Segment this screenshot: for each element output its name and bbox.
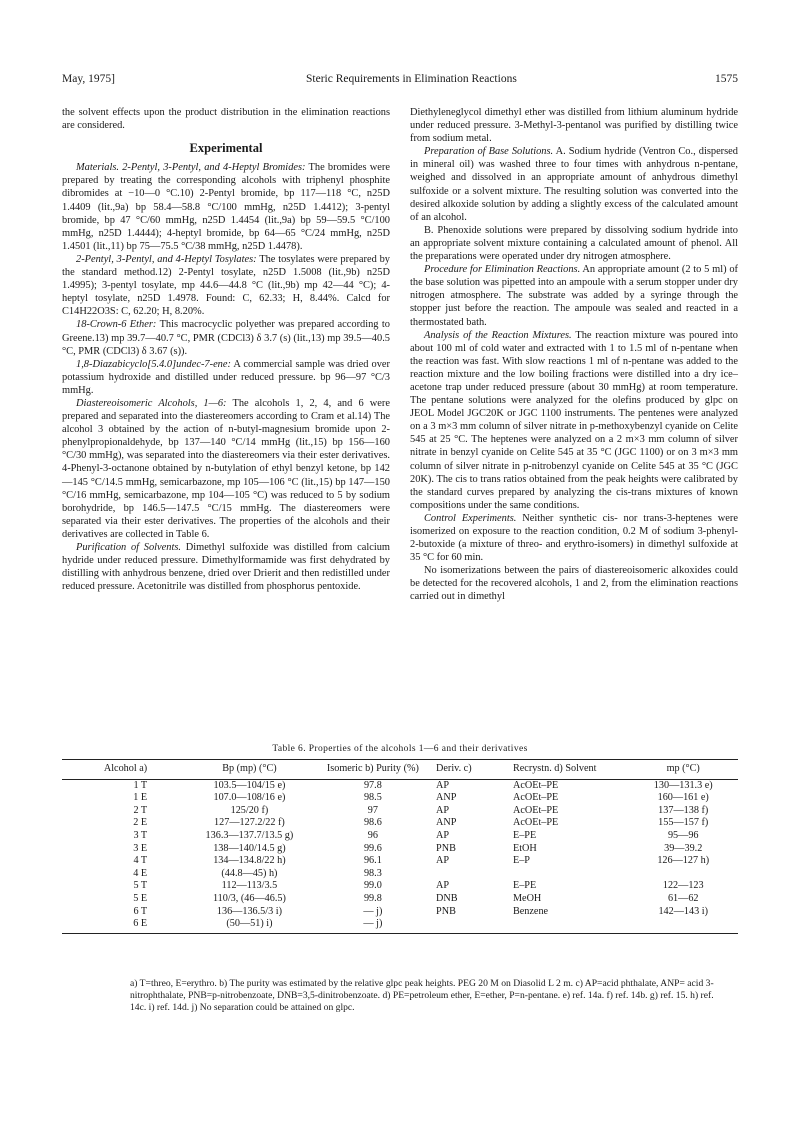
cell-bp: 138—140/14.5 g): [213, 842, 286, 854]
right-column: [410, 106, 738, 604]
cell-solvent: [495, 918, 628, 933]
control-text: Neither synthetic cis- nor trans-3-heptenes were isomerized on exposure to the reaction condition, 0.2 M of sodium 3-phenyl-2-butoxide (a mixture of threo- and erythro-isomers) in dimethyl sulfoxide at 35 °C for 60 min.: [410, 512, 738, 564]
dbu-paragraph: [62, 358, 390, 397]
cell-bp: 103.5—104/15 e): [213, 779, 286, 791]
cell-mp: 39—39.2: [664, 842, 703, 854]
cell-solvent: [495, 868, 628, 881]
cell-bp: (44.8—45) h): [221, 867, 278, 879]
cell-solvent: E–PE: [512, 880, 537, 892]
cell-bp: 112—113/3.5: [221, 880, 278, 892]
section-title: Experimental: [189, 141, 263, 156]
table-footnotes: a) T=threo, E=erythro. b) The purity was estimated by the relative glpc peak heights. PEG 20 M on Diasolid L 2 m. c) AP=acid phthalate, ANP= acid 3-nitrophthalate, PNB=p-nitrobenzoate, DNB=3,5-dinitrobenzoate. d) PE=petroleum ether, E=ether, P=n-pentane. e) ref. 14a. f) ref. 14b. g) ref. 15. h) ref. 14c. i) ref. 14d. j) No separation could be attained on glpc.: [130, 978, 714, 1014]
table-row: [62, 830, 738, 843]
base-b-paragraph: B. Phenoxide solutions were prepared by dissolving sodium hydride into an appropriate solvent mixture containing a calculated amount of phenol. All the preparations were operated under dry nitrogen atmosphere.: [410, 224, 738, 263]
cell-mp: 155—157 f): [658, 817, 709, 829]
header-mp: mp (°C): [628, 760, 738, 780]
table-row: [62, 855, 738, 868]
procedure-heading: Procedure for Elimination Reactions.: [424, 264, 581, 276]
cell-alcohol: 4 T: [133, 855, 148, 867]
cell-purity: 98.5: [363, 792, 382, 804]
cell-purity: 96.1: [363, 855, 382, 867]
cell-purity: — j): [324, 918, 422, 933]
analysis-text: The reaction mixture was poured into about 100 ml of cold water and extracted with 1 to 1.5 ml of n-pentane when the reaction was fast. With slow reactions 1 ml of n-pentane was added to the reaction mixture and the low boiling fractions were distilled into a dry ice–acetone trap under reduced pressure (about 30 mmHg) at room temperature. The pentane solutions were analyzed for the olefins produced by glpc on JEOL Model JGC20K or JGC 1100 instruments. The pentenes were analyzed on a 3 m×3 mm column of silver nitrate in p-methoxybenzyl cyanide on Celite 545 at 25 °C. The heptenes were analyzed on a 2 m×3 mm column of silver nitrate in benzyl cyanide on Celite 545 at 35 °C (JGC 1100) or on 3 m×3 mm column of silver nitrate in p-nitrobenzyl cyanide on Celite 545 at 35 °C (JGC 20K). The cis to trans ratios obtained from the peak heights were calibrated by the standard curves prepared by analyzing the cis-trans mixtures of known compositions under the same conditions.: [410, 329, 738, 511]
cell-deriv: AP: [436, 880, 450, 892]
header-alcohol: Alcohol a): [62, 760, 175, 780]
cell-alcohol: 5 E: [133, 892, 148, 904]
materials-text: The bromides were prepared by treating the corresponding alcohols with triphenyl phosphite dibromides at −10—0 °C.10) 2-Pentyl bromide, bp 117—118 °C, n25D 1.4409 (lit.,9a) bp 58.4—58.8 °C/100 mmHg, n25D 1.4412); 3-pentyl bromide, bp 47 °C/60 mmHg, n25D 1.4454 (lit.,9a) bp 59—59.5 °C/100 mmHg, n25D 1.4444); 4-heptyl bromide, bp 64—65 °C/24 mmHg, n25D 1.4501 (lit.,11) bp 75—75.5 °C/38 mmHg, n25D 1.4478).: [62, 162, 390, 252]
cell-alcohol: 1 T: [133, 779, 148, 791]
cell-alcohol: 6 E: [62, 918, 175, 933]
cell-solvent: AcOEt–PE: [512, 817, 559, 829]
table-row: [62, 843, 738, 856]
cell-deriv: PNB: [436, 842, 456, 854]
crown-heading: 18-Crown-6 Ether:: [76, 319, 157, 331]
cell-purity: 97.8: [363, 779, 382, 791]
cell-deriv: [422, 918, 495, 933]
materials-paragraph: [62, 161, 390, 253]
base-heading: Preparation of Base Solutions.: [424, 146, 554, 158]
solvents-continued: Diethyleneglycol dimethyl ether was distilled from lithium aluminum hydride under reduced pressure. 3-Methyl-3-pentanol was purified by distilling twice from sodium metal.: [410, 107, 738, 145]
cell-mp: 61—62: [667, 892, 699, 904]
cell-deriv: DNB: [436, 892, 458, 904]
purification-text: Dimethyl sulfoxide was distilled from calcium hydride under reduced pressure. Dimethylformamide was first dehydrated by distilling with anhydrous benzene, dried over Drierit and then redistilled under reduced pressure. Acetonitrile was distilled from phosphorus pentoxide.: [62, 542, 390, 593]
cell-deriv: AP: [436, 804, 450, 816]
cell-solvent: EtOH: [512, 842, 537, 854]
tosylates-text: The tosylates were prepared by the standard method.12) 2-Pentyl tosylate, n25D 1.5008 (lit.,9b) n25D 1.4995); 3-pentyl tosylate, mp 44.6—44.8 °C (lit.,9b) mp 42—44 °C); 4-heptyl tosylate, n25D 1.4978. Found: C, 62.33; H, 8.44%. Calcd for C14H22O3S: C, 62.20; H, 8.20%.: [62, 253, 390, 318]
control-heading: Control Experiments.: [424, 512, 517, 524]
cell-bp: 136—136.5/3 i): [216, 905, 282, 917]
cell-mp: 95—96: [667, 829, 699, 841]
purification-paragraph: [62, 541, 390, 593]
base-text: A. Sodium hydride (Ventron Co., dispersed in mineral oil) was washed three to four times with anhydrous n-pentane, weighed and dissolved in an appropriate amount of anhydrous dimethyl sulfoxide or a solvent mixture. The resulting solution was converted into the desired alkoxide solution by adding a slightly excess of the calculated amount of an alcohol.: [410, 146, 738, 223]
cell-purity: 97: [367, 804, 378, 816]
table-row: [62, 906, 738, 919]
table-row: [62, 880, 738, 893]
header-title: Steric Requirements in Elimination Reactions: [306, 73, 517, 85]
cell-purity: 98.3: [363, 867, 382, 879]
alcohols-text: The alcohols 1, 2, 4, and 6 were prepared and separated into the diastereomers according to Cram et al.14) The alcohol 3 obtained by the action of n-butyl-magnesium bromide upon 2-phenylpropionaldehyde, bp 137—140 °C/14 mmHg (lit.,15) bp 156—160 °C/30 mmHg), was separated into the diastereomers via their ester derivatives. 4-Phenyl-3-octanone obtained by n-butylation of ethyl benzyl ketone, bp 142—145 °C/14.5 mmHg, semicarbazone, mp 105—106 °C (lit.,15) bp 147—150 °C/16 mmHg, semicarbazone, mp 104—105 °C) was reduced to 5 by sodium borohydride, bp 146.5—147.5 °C/15 mmHg. The diastereomers were separated via their ester derivatives. The properties of the alcohols and their derivatives are collected in Table 6.: [62, 397, 390, 540]
table-row: [62, 918, 738, 933]
page-number: 1575: [715, 73, 738, 85]
cell-mp: 142—143 i): [658, 905, 708, 917]
materials-subheading: 2-Pentyl, 3-Pentyl, and 4-Heptyl Bromides:: [122, 162, 306, 174]
cell-solvent: MeOH: [512, 892, 542, 904]
cell-alcohol: 3 T: [133, 829, 148, 841]
table-row: [62, 817, 738, 830]
cell-purity: 99.6: [363, 842, 382, 854]
table-header-row: [62, 760, 738, 780]
cell-deriv: AP: [436, 855, 450, 867]
cell-bp: 110/3, (46—46.5): [212, 892, 286, 904]
table-row: [62, 893, 738, 906]
materials-heading: Materials.: [76, 162, 120, 174]
cell-purity: 99.8: [363, 892, 382, 904]
base-paragraph: [410, 145, 738, 224]
cell-bp: 127—127.2/22 f): [214, 817, 285, 829]
header-purity: Isomeric b) Purity (%): [324, 760, 422, 780]
cell-bp: (50—51) i): [175, 918, 324, 933]
table-row: [62, 868, 738, 881]
analysis-paragraph: [410, 329, 738, 512]
running-header: [62, 73, 738, 89]
cell-bp: 134—134.8/22 h): [213, 855, 286, 867]
cell-alcohol: 5 T: [133, 880, 148, 892]
table-row: [62, 792, 738, 805]
purification-heading: Purification of Solvents.: [76, 542, 181, 553]
crown-text: This macrocyclic polyether was prepared according to Greene.13) mp 39.7—40.7 °C, PMR (CDCl3) δ 3.7 (s) (lit.,13) mp 39.5—40.5 °C, PMR (CDCl3) δ 3.67 (s)).: [62, 319, 390, 357]
cell-bp: 136.3—137.7/13.5 g): [205, 829, 294, 841]
cell-mp: 122—123: [662, 880, 704, 892]
cell-mp: 126—127 h): [657, 855, 710, 867]
cell-alcohol: 4 E: [133, 867, 148, 879]
dbu-heading: 1,8-Diazabicyclo[5.4.0]undec-7-ene:: [76, 358, 231, 370]
table-body: [62, 779, 738, 933]
cell-deriv: ANP: [436, 817, 457, 829]
cell-deriv: AP: [436, 829, 450, 841]
cell-mp: 137—138 f): [658, 804, 709, 816]
cell-alcohol: 6 T: [133, 905, 148, 917]
cell-purity: 99.0: [363, 880, 382, 892]
header-solvent: Recrystn. d) Solvent: [495, 760, 628, 780]
dbu-text: A commercial sample was dried over potassium hydroxide and distilled under reduced pressure. bp 96—97 °C/3 mmHg.: [62, 358, 390, 396]
cell-mp: [628, 868, 738, 881]
cell-deriv: ANP: [436, 792, 457, 804]
cell-mp: [628, 918, 738, 933]
table-row: [62, 805, 738, 818]
cell-purity: 96: [367, 829, 378, 841]
header-bp: Bp (mp) (°C): [175, 760, 324, 780]
crown-paragraph: [62, 318, 390, 357]
cell-deriv: AP: [436, 779, 450, 791]
cell-solvent: AcOEt–PE: [512, 804, 559, 816]
cell-mp: 160—161 e): [657, 792, 709, 804]
cell-alcohol: 2 E: [133, 817, 148, 829]
cell-solvent: AcOEt–PE: [512, 792, 559, 804]
left-column: [62, 106, 390, 593]
cell-purity: — j): [363, 905, 383, 917]
cell-solvent: Benzene: [512, 905, 549, 917]
cell-solvent: E–P: [512, 855, 530, 867]
tosylates-heading: 2-Pentyl, 3-Pentyl, and 4-Heptyl Tosylates:: [76, 253, 257, 265]
procedure-text: An appropriate amount (2 to 5 ml) of the base solution was pipetted into an ampoule with a serum stopper under dry nitrogen atmosphere. The substrate was added by a syringe through the stopper just before the reaction. The ampoule was sealed and reacted in a thermostated bath.: [410, 264, 738, 328]
properties-table: [62, 759, 738, 934]
header-date: May, 1975]: [62, 73, 115, 85]
cell-deriv: [422, 868, 495, 881]
cell-bp: 107.0—108/16 e): [213, 792, 286, 804]
analysis-heading: Analysis of the Reaction Mixtures.: [424, 329, 572, 341]
alcohols-paragraph: [62, 397, 390, 541]
cell-alcohol: 2 T: [133, 804, 148, 816]
table-caption: Table 6. Properties of the alcohols 1—6 and their derivatives: [272, 744, 528, 754]
cell-purity: 98.6: [363, 817, 382, 829]
procedure-paragraph: [410, 263, 738, 328]
header-deriv: Deriv. c): [422, 760, 495, 780]
cell-bp: 125/20 f): [230, 804, 269, 816]
cell-mp: 130—131.3 e): [653, 779, 713, 791]
cell-solvent: E–PE: [512, 829, 537, 841]
table-row: [62, 779, 738, 792]
cell-alcohol: 3 E: [133, 842, 148, 854]
alcohols-heading: Diastereoisomeric Alcohols, 1—6:: [76, 397, 227, 409]
control-paragraph: [410, 512, 738, 564]
intro-paragraph: the solvent effects upon the product distribution in the elimination reactions are considered.: [62, 107, 390, 132]
cell-solvent: AcOEt–PE: [512, 779, 559, 791]
tosylates-paragraph: [62, 253, 390, 318]
cell-deriv: PNB: [436, 905, 456, 917]
cell-alcohol: 1 E: [133, 792, 148, 804]
isomerization-paragraph: No isomerizations between the pairs of diastereoisomeric alkoxides could be detected for the recovered alcohols, 1 and 2, from the elimination reactions carried out in dimethyl: [410, 565, 738, 603]
